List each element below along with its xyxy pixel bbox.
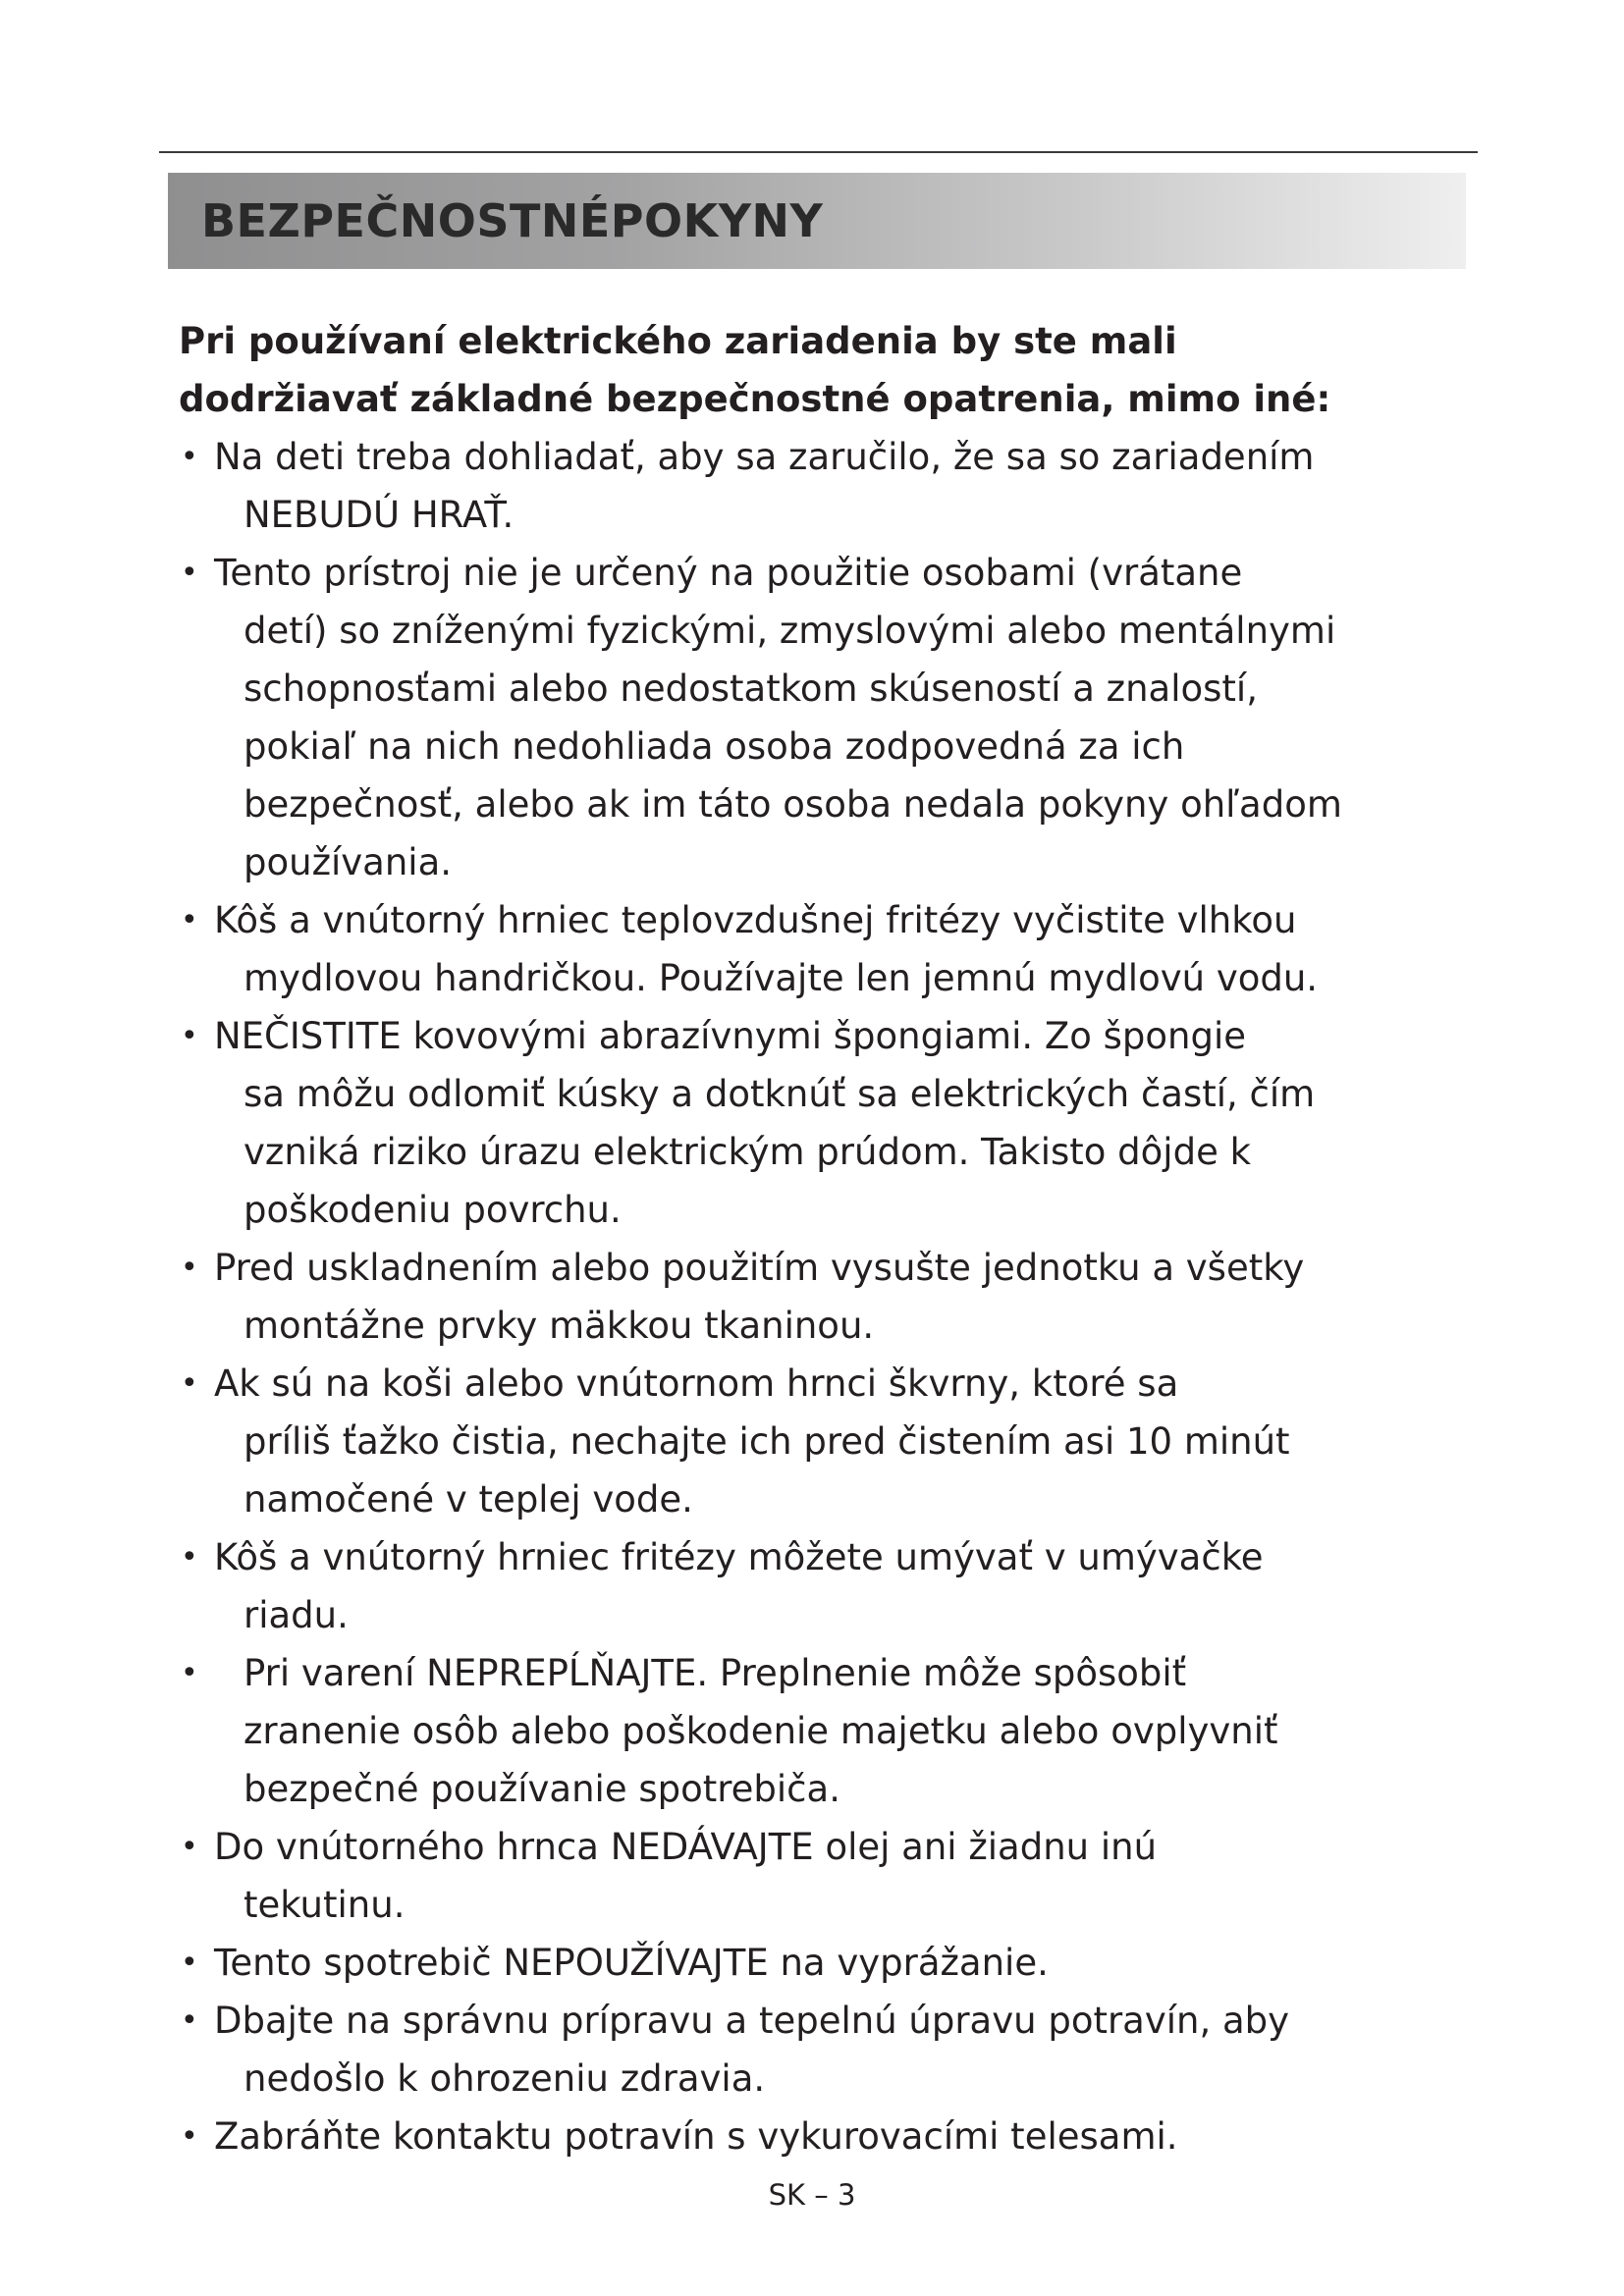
item-line: vzniká riziko úrazu elektrickým prúdom. Takisto dôjde k bbox=[244, 1131, 1252, 1173]
item-line: namočené v teplej vode. bbox=[244, 1478, 693, 1521]
item-line: Zabráňte kontaktu potravín s vykurovacími telesami. bbox=[214, 2115, 1178, 2158]
bullet-icon: • bbox=[181, 1366, 198, 1401]
bullet-icon: • bbox=[181, 903, 198, 937]
bullet-icon: • bbox=[181, 2119, 198, 2154]
item-line: Tento prístroj nie je určený na použitie osobami (vrátane bbox=[214, 552, 1243, 594]
list-item bbox=[179, 1992, 1475, 2108]
page-number: SK – 3 bbox=[768, 2178, 856, 2212]
intro-line: dodržiavať základné bezpečnostné opatrenia, mimo iné: bbox=[179, 378, 1331, 420]
item-line: Do vnútorného hrnca NEDÁVAJTE olej ani žiadnu inú bbox=[214, 1826, 1158, 1868]
item-line: NEBUDÚ HRAŤ. bbox=[244, 494, 514, 536]
item-line: bezpečné používanie spotrebiča. bbox=[244, 1768, 840, 1810]
item-line: bezpečnosť, alebo ak im táto osoba nedala pokyny ohľadom bbox=[244, 783, 1342, 826]
intro-paragraph bbox=[179, 312, 1455, 428]
item-line: schopnosťami alebo nedostatkom skúseností a znalostí, bbox=[244, 667, 1258, 710]
item-line: mydlovou handričkou. Používajte len jemnú mydlovú vodu. bbox=[244, 957, 1319, 999]
list-item bbox=[179, 2108, 1475, 2165]
bullet-icon: • bbox=[181, 440, 198, 474]
item-line: tekutinu. bbox=[244, 1884, 406, 1926]
safety-instructions-list bbox=[179, 428, 1475, 2165]
list-item bbox=[179, 1007, 1475, 1239]
list-item bbox=[179, 1239, 1475, 1355]
list-item bbox=[179, 1934, 1475, 1992]
item-line: nedošlo k ohrozeniu zdravia. bbox=[244, 2057, 766, 2100]
item-line: príliš ťažko čistia, nechajte ich pred čistením asi 10 minút bbox=[244, 1420, 1290, 1463]
bullet-icon: • bbox=[181, 1019, 198, 1053]
list-item bbox=[179, 544, 1475, 891]
list-item bbox=[179, 1818, 1475, 1934]
section-title-band bbox=[168, 173, 1466, 269]
list-item bbox=[179, 1644, 1475, 1818]
bullet-icon: • bbox=[181, 556, 198, 590]
bullet-icon: • bbox=[181, 2003, 198, 2038]
item-line: Kôš a vnútorný hrniec fritézy môžete umývať v umývačke bbox=[214, 1536, 1264, 1578]
item-line: detí) so zníženými fyzickými, zmyslovými alebo mentálnymi bbox=[244, 610, 1336, 652]
intro-line: Pri používaní elektrického zariadenia by ste mali bbox=[179, 320, 1177, 362]
item-line: Ak sú na koši alebo vnútornom hrnci škvrny, ktoré sa bbox=[214, 1362, 1179, 1405]
item-line: Kôš a vnútorný hrniec teplovzdušnej fritézy vyčistite vlhkou bbox=[214, 899, 1297, 941]
item-line: Pri varení NEPREPĹŇAJTE. Preplnenie môže spôsobiť bbox=[244, 1652, 1187, 1694]
item-line: riadu. bbox=[244, 1594, 349, 1636]
bullet-icon: • bbox=[181, 1540, 198, 1575]
list-item bbox=[179, 891, 1475, 1007]
top-divider bbox=[159, 151, 1478, 153]
item-line: montážne prvky mäkkou tkaninou. bbox=[244, 1305, 875, 1347]
bullet-icon: • bbox=[181, 1830, 198, 1864]
item-line: zranenie osôb alebo poškodenie majetku alebo ovplyvniť bbox=[244, 1710, 1278, 1752]
item-line: Tento spotrebič NEPOUŽÍVAJTE na vyprážanie. bbox=[214, 1942, 1049, 1984]
item-line: Na deti treba dohliadať, aby sa zaručilo, že sa so zariadením bbox=[214, 436, 1315, 478]
item-line: pokiaľ na nich nedohliada osoba zodpovedná za ich bbox=[244, 725, 1185, 768]
item-line: poškodeniu povrchu. bbox=[244, 1189, 622, 1231]
list-item bbox=[179, 428, 1475, 544]
list-item bbox=[179, 1355, 1475, 1528]
bullet-icon: • bbox=[181, 1946, 198, 1980]
item-line: používania. bbox=[244, 841, 453, 883]
item-line: Pred uskladnením alebo použitím vysušte jednotku a všetky bbox=[214, 1247, 1305, 1289]
item-line: sa môžu odlomiť kúsky a dotknúť sa elektrických častí, čím bbox=[244, 1073, 1316, 1115]
item-line: NEČISTITE kovovými abrazívnymi špongiami. Zo špongie bbox=[214, 1015, 1247, 1057]
bullet-icon: • bbox=[181, 1656, 198, 1690]
section-title: BEZPEČNOSTNÉPOKYNY bbox=[201, 194, 824, 247]
item-line: Dbajte na správnu prípravu a tepelnú úpravu potravín, aby bbox=[214, 2000, 1290, 2042]
list-item bbox=[179, 1528, 1475, 1644]
bullet-icon: • bbox=[181, 1251, 198, 1285]
